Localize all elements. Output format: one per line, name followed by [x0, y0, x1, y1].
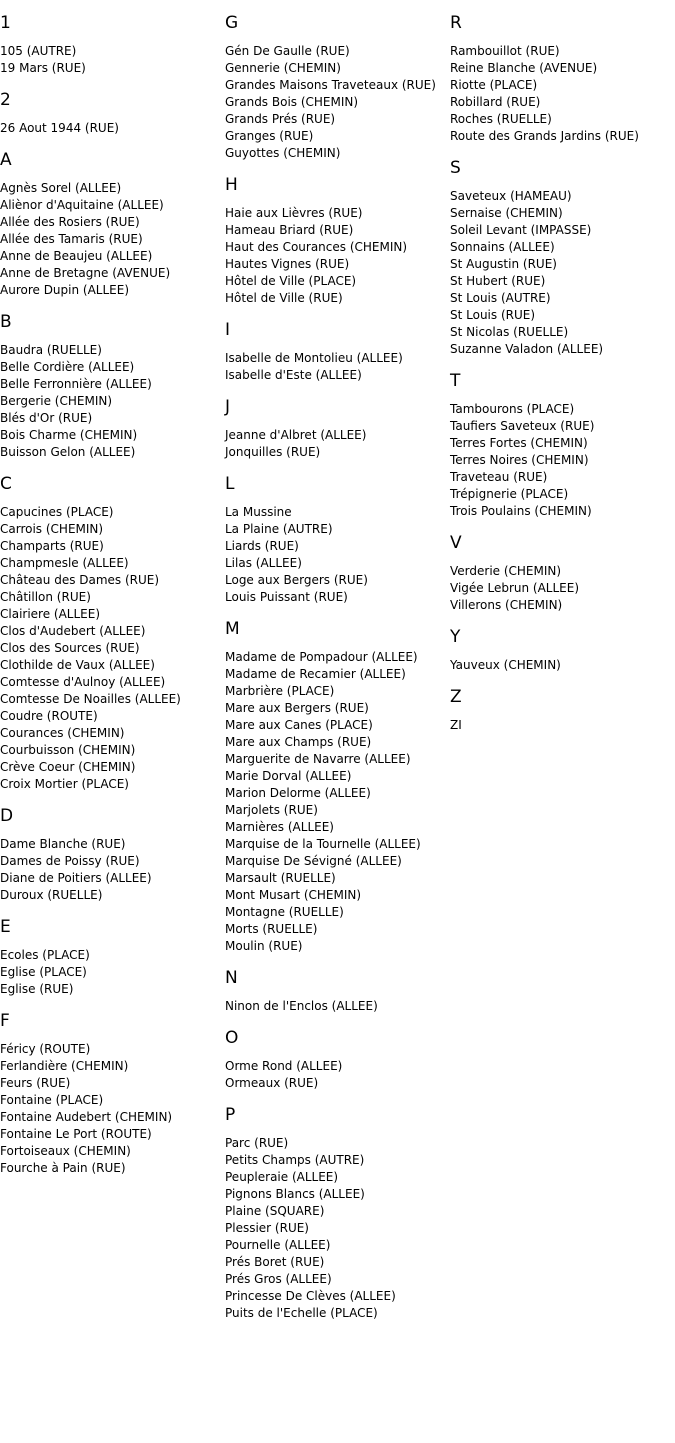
letter-group — [0, 312, 220, 461]
letter-group — [225, 1028, 445, 1092]
street-link[interactable]: Peupleraie (ALLEE) — [225, 1170, 339, 1184]
street-link[interactable]: Hautes Vignes (RUE) — [225, 257, 350, 271]
letter-heading: D — [0, 806, 14, 826]
letter-group — [225, 175, 445, 307]
street-link[interactable]: Belle Ferronnière (ALLEE) — [0, 377, 152, 391]
street-link[interactable]: Marnières (ALLEE) — [225, 820, 334, 834]
street-link[interactable]: Dame Blanche (RUE) — [0, 837, 126, 851]
letter-heading: L — [225, 474, 235, 494]
street-link[interactable]: Grands Bois (CHEMIN) — [225, 95, 359, 109]
street-link[interactable]: Robillard (RUE) — [450, 95, 541, 109]
street-link[interactable]: Trépignerie (PLACE) — [450, 487, 569, 501]
street-index-column-1 — [0, 0, 220, 1177]
street-link[interactable]: Montagne (RUELLE) — [225, 905, 344, 919]
street-link[interactable]: Feurs (RUE) — [0, 1076, 71, 1090]
street-list — [225, 43, 445, 162]
letter-group — [225, 619, 445, 955]
street-link[interactable]: Reine Blanche (AVENUE) — [450, 61, 598, 75]
street-list — [450, 401, 670, 520]
street-link[interactable]: Terres Noires (CHEMIN) — [450, 453, 589, 467]
street-link[interactable]: Marquise de la Tournelle (ALLEE) — [225, 837, 421, 851]
street-link[interactable]: Orme Rond (ALLEE) — [225, 1059, 343, 1073]
street-link[interactable]: Marie Dorval (ALLEE) — [225, 769, 352, 783]
street-link[interactable]: St Augustin (RUE) — [450, 257, 557, 271]
street-link[interactable]: Louis Puissant (RUE) — [225, 590, 348, 604]
street-link[interactable]: Riotte (PLACE) — [450, 78, 538, 92]
street-link[interactable]: St Louis (RUE) — [450, 308, 536, 322]
street-link[interactable]: Crève Coeur (CHEMIN) — [0, 760, 136, 774]
street-link[interactable]: Capucines (PLACE) — [0, 505, 114, 519]
street-link[interactable]: Soleil Levant (IMPASSE) — [450, 223, 592, 237]
street-link[interactable]: Isabelle d'Este (ALLEE) — [225, 368, 362, 382]
street-link[interactable]: Anne de Beaujeu (ALLEE) — [0, 249, 153, 263]
street-link[interactable]: Féricy (ROUTE) — [0, 1042, 91, 1056]
letter-group — [225, 13, 445, 162]
street-link[interactable]: Duroux (RUELLE) — [0, 888, 103, 902]
letter-heading: 2 — [0, 90, 11, 110]
street-list — [0, 1041, 220, 1177]
letter-group — [0, 806, 220, 904]
street-link[interactable]: La Plaine (AUTRE) — [225, 522, 333, 536]
letter-group — [225, 397, 445, 461]
street-link[interactable]: Haie aux Lièvres (RUE) — [225, 206, 363, 220]
street-link[interactable]: Bergerie (CHEMIN) — [0, 394, 113, 408]
street-list — [450, 717, 670, 734]
street-link[interactable]: Plaine (SQUARE) — [225, 1204, 325, 1218]
street-link[interactable]: Baudra (RUELLE) — [0, 343, 102, 357]
letter-heading: B — [0, 312, 12, 332]
letter-group — [225, 320, 445, 384]
street-link[interactable]: Verderie (CHEMIN) — [450, 564, 562, 578]
street-link[interactable]: Fortoiseaux (CHEMIN) — [0, 1144, 131, 1158]
street-link[interactable]: Ferlandière (CHEMIN) — [0, 1059, 129, 1073]
street-link[interactable]: Traveteau (RUE) — [450, 470, 548, 484]
letter-group — [0, 90, 220, 137]
street-link[interactable]: Pournelle (ALLEE) — [225, 1238, 331, 1252]
street-list — [225, 504, 445, 606]
street-link[interactable]: Hameau Briard (RUE) — [225, 223, 354, 237]
street-link[interactable]: Terres Fortes (CHEMIN) — [450, 436, 588, 450]
street-list — [225, 350, 445, 384]
street-link[interactable]: Sernaise (CHEMIN) — [450, 206, 563, 220]
street-link[interactable]: Taufiers Saveteux (RUE) — [450, 419, 595, 433]
street-link[interactable]: Trois Poulains (CHEMIN) — [450, 504, 592, 518]
street-link[interactable]: Madame de Recamier (ALLEE) — [225, 667, 406, 681]
street-link[interactable]: Marquise De Sévigné (ALLEE) — [225, 854, 402, 868]
street-link[interactable]: 105 (AUTRE) — [0, 44, 77, 58]
street-list — [450, 657, 670, 674]
street-list — [225, 1058, 445, 1092]
street-link[interactable]: Haut des Courances (CHEMIN) — [225, 240, 408, 254]
letter-group — [0, 150, 220, 299]
street-link[interactable]: Blés d'Or (RUE) — [0, 411, 93, 425]
street-link[interactable]: Mare aux Champs (RUE) — [225, 735, 372, 749]
street-link[interactable]: Marion Delorme (ALLEE) — [225, 786, 371, 800]
letter-heading: R — [450, 13, 462, 33]
street-link[interactable]: Saveteux (HAMEAU) — [450, 189, 572, 203]
street-link[interactable]: St Hubert (RUE) — [450, 274, 546, 288]
street-link[interactable]: Allée des Rosiers (RUE) — [0, 215, 140, 229]
street-link[interactable]: Isabelle de Montolieu (ALLEE) — [225, 351, 403, 365]
street-list — [0, 836, 220, 904]
letter-group — [225, 474, 445, 606]
letter-heading: I — [225, 320, 231, 340]
street-link[interactable]: Courances (CHEMIN) — [0, 726, 125, 740]
street-link[interactable]: Agnès Sorel (ALLEE) — [0, 181, 122, 195]
street-list — [450, 43, 670, 145]
street-link[interactable]: Carrois (CHEMIN) — [0, 522, 104, 536]
street-link[interactable]: 26 Aout 1944 (RUE) — [0, 121, 119, 135]
street-link[interactable]: Princesse De Clèves (ALLEE) — [225, 1289, 396, 1303]
street-link[interactable]: Belle Cordière (ALLEE) — [0, 360, 135, 374]
letter-group — [0, 917, 220, 998]
street-link[interactable]: Aurore Dupin (ALLEE) — [0, 283, 130, 297]
street-link[interactable]: Aliènor d'Aquitaine (ALLEE) — [0, 198, 164, 212]
letter-heading: A — [0, 150, 12, 170]
letter-heading: J — [225, 397, 231, 417]
street-link[interactable]: Jeanne d'Albret (ALLEE) — [225, 428, 367, 442]
letter-group — [450, 158, 670, 358]
letter-heading: S — [450, 158, 461, 178]
letter-group — [450, 687, 670, 734]
letter-heading: G — [225, 13, 239, 33]
street-list — [0, 180, 220, 299]
street-link[interactable]: Fontaine Le Port (ROUTE) — [0, 1127, 152, 1141]
street-list — [0, 947, 220, 998]
street-link[interactable]: Allée des Tamaris (RUE) — [0, 232, 143, 246]
letter-group — [450, 13, 670, 145]
street-link[interactable]: Marjolets (RUE) — [225, 803, 318, 817]
street-link[interactable]: Clos d'Audebert (ALLEE) — [0, 624, 146, 638]
street-link[interactable]: Madame de Pompadour (ALLEE) — [225, 650, 418, 664]
letter-heading: M — [225, 619, 240, 639]
street-link[interactable]: Champmesle (ALLEE) — [0, 556, 129, 570]
street-link[interactable]: Morts (RUELLE) — [225, 922, 318, 936]
letter-group — [0, 13, 220, 77]
street-link[interactable]: Mare aux Canes (PLACE) — [225, 718, 373, 732]
street-link[interactable]: Granges (RUE) — [225, 129, 314, 143]
street-link[interactable]: Clairiere (ALLEE) — [0, 607, 101, 621]
street-link[interactable]: Villerons (CHEMIN) — [450, 598, 563, 612]
street-list — [0, 120, 220, 137]
street-link[interactable]: Mont Musart (CHEMIN) — [225, 888, 362, 902]
street-link[interactable]: Hôtel de Ville (RUE) — [225, 291, 343, 305]
street-link[interactable]: 19 Mars (RUE) — [0, 61, 86, 75]
street-list — [450, 188, 670, 358]
street-link[interactable]: Comtesse d'Aulnoy (ALLEE) — [0, 675, 166, 689]
street-link[interactable]: Moulin (RUE) — [225, 939, 303, 953]
street-link[interactable]: Châtillon (RUE) — [0, 590, 91, 604]
street-link[interactable]: Diane de Poitiers (ALLEE) — [0, 871, 152, 885]
street-link[interactable]: Ormeaux (RUE) — [225, 1076, 319, 1090]
letter-heading: O — [225, 1028, 239, 1048]
street-link[interactable]: Ninon de l'Enclos (ALLEE) — [225, 999, 378, 1013]
street-link[interactable]: Petits Champs (AUTRE) — [225, 1153, 365, 1167]
street-link[interactable]: Anne de Bretagne (AVENUE) — [0, 266, 171, 280]
street-list — [0, 43, 220, 77]
street-link[interactable]: Prés Boret (RUE) — [225, 1255, 325, 1269]
letter-heading: 1 — [0, 13, 11, 33]
street-link[interactable]: Eglise (PLACE) — [0, 965, 87, 979]
letter-heading: C — [0, 474, 12, 494]
street-list — [225, 427, 445, 461]
street-link[interactable]: Liards (RUE) — [225, 539, 299, 553]
letter-heading: Y — [450, 627, 461, 647]
street-link[interactable]: Marsault (RUELLE) — [225, 871, 336, 885]
street-link[interactable]: Route des Grands Jardins (RUE) — [450, 129, 639, 143]
street-link[interactable]: Courbuisson (CHEMIN) — [0, 743, 136, 757]
street-link[interactable]: Tambourons (PLACE) — [450, 402, 575, 416]
street-link[interactable]: Yauveux (CHEMIN) — [450, 658, 561, 672]
street-link[interactable]: Jonquilles (RUE) — [225, 445, 321, 459]
street-link[interactable]: Buisson Gelon (ALLEE) — [0, 445, 136, 459]
street-link[interactable]: Pignons Blancs (ALLEE) — [225, 1187, 365, 1201]
street-link[interactable]: Hôtel de Ville (PLACE) — [225, 274, 357, 288]
street-link[interactable]: Mare aux Bergers (RUE) — [225, 701, 369, 715]
street-link[interactable]: Puits de l'Echelle (PLACE) — [225, 1306, 378, 1320]
street-list — [0, 342, 220, 461]
street-link[interactable]: Parc (RUE) — [225, 1136, 289, 1150]
street-link[interactable]: Prés Gros (ALLEE) — [225, 1272, 332, 1286]
street-link[interactable]: Guyottes (CHEMIN) — [225, 146, 341, 160]
street-link[interactable]: Fourche à Pain (RUE) — [0, 1161, 126, 1175]
street-list — [225, 998, 445, 1015]
street-link[interactable]: Grands Prés (RUE) — [225, 112, 336, 126]
letter-heading: Z — [450, 687, 462, 707]
letter-group — [450, 533, 670, 614]
letter-group — [450, 371, 670, 520]
street-link[interactable]: Dames de Poissy (RUE) — [0, 854, 140, 868]
street-link[interactable]: St Louis (AUTRE) — [450, 291, 551, 305]
street-link[interactable]: Suzanne Valadon (ALLEE) — [450, 342, 604, 356]
street-link[interactable]: Champarts (RUE) — [0, 539, 104, 553]
street-list — [225, 205, 445, 307]
street-link[interactable]: Marbrière (PLACE) — [225, 684, 335, 698]
letter-heading: N — [225, 968, 238, 988]
street-list — [0, 504, 220, 793]
street-link[interactable]: Rambouillot (RUE) — [450, 44, 560, 58]
street-link[interactable]: Loge aux Bergers (RUE) — [225, 573, 368, 587]
street-link[interactable]: Comtesse De Noailles (ALLEE) — [0, 692, 181, 706]
street-link[interactable]: Ecoles (PLACE) — [0, 948, 90, 962]
street-link[interactable]: Clos des Sources (RUE) — [0, 641, 140, 655]
street-link[interactable]: Sonnains (ALLEE) — [450, 240, 555, 254]
street-link[interactable]: St Nicolas (RUELLE) — [450, 325, 569, 339]
street-link[interactable]: Gén De Gaulle (RUE) — [225, 44, 350, 58]
street-link[interactable]: ZI — [450, 718, 462, 732]
street-link[interactable]: Château des Dames (RUE) — [0, 573, 160, 587]
street-link[interactable]: Gennerie (CHEMIN) — [225, 61, 341, 75]
street-link[interactable]: Bois Charme (CHEMIN) — [0, 428, 138, 442]
street-list — [225, 1135, 445, 1322]
letter-heading: H — [225, 175, 238, 195]
street-link[interactable]: Grandes Maisons Traveteaux (RUE) — [225, 78, 436, 92]
street-list — [450, 563, 670, 614]
letter-group — [225, 1105, 445, 1322]
street-link[interactable]: Fontaine (PLACE) — [0, 1093, 104, 1107]
letter-group — [0, 474, 220, 793]
street-index-column-2 — [225, 0, 445, 1322]
letter-heading: P — [225, 1105, 236, 1125]
street-link[interactable]: La Mussine — [225, 505, 292, 519]
letter-group — [450, 627, 670, 674]
street-link[interactable]: Coudre (ROUTE) — [0, 709, 98, 723]
street-link[interactable]: Fontaine Audebert (CHEMIN) — [0, 1110, 173, 1124]
street-link[interactable]: Vigée Lebrun (ALLEE) — [450, 581, 580, 595]
letter-heading: E — [0, 917, 11, 937]
street-link[interactable]: Croix Mortier (PLACE) — [0, 777, 129, 791]
street-link[interactable]: Plessier (RUE) — [225, 1221, 309, 1235]
letter-heading: T — [450, 371, 461, 391]
letter-group — [0, 1011, 220, 1177]
letter-heading: V — [450, 533, 462, 553]
street-link[interactable]: Eglise (RUE) — [0, 982, 74, 996]
street-link[interactable]: Marguerite de Navarre (ALLEE) — [225, 752, 411, 766]
street-link[interactable]: Roches (RUELLE) — [450, 112, 552, 126]
street-link[interactable]: Lilas (ALLEE) — [225, 556, 302, 570]
letter-group — [225, 968, 445, 1015]
street-link[interactable]: Clothilde de Vaux (ALLEE) — [0, 658, 155, 672]
street-index-column-3 — [450, 0, 670, 734]
street-list — [225, 649, 445, 955]
letter-heading: F — [0, 1011, 10, 1031]
